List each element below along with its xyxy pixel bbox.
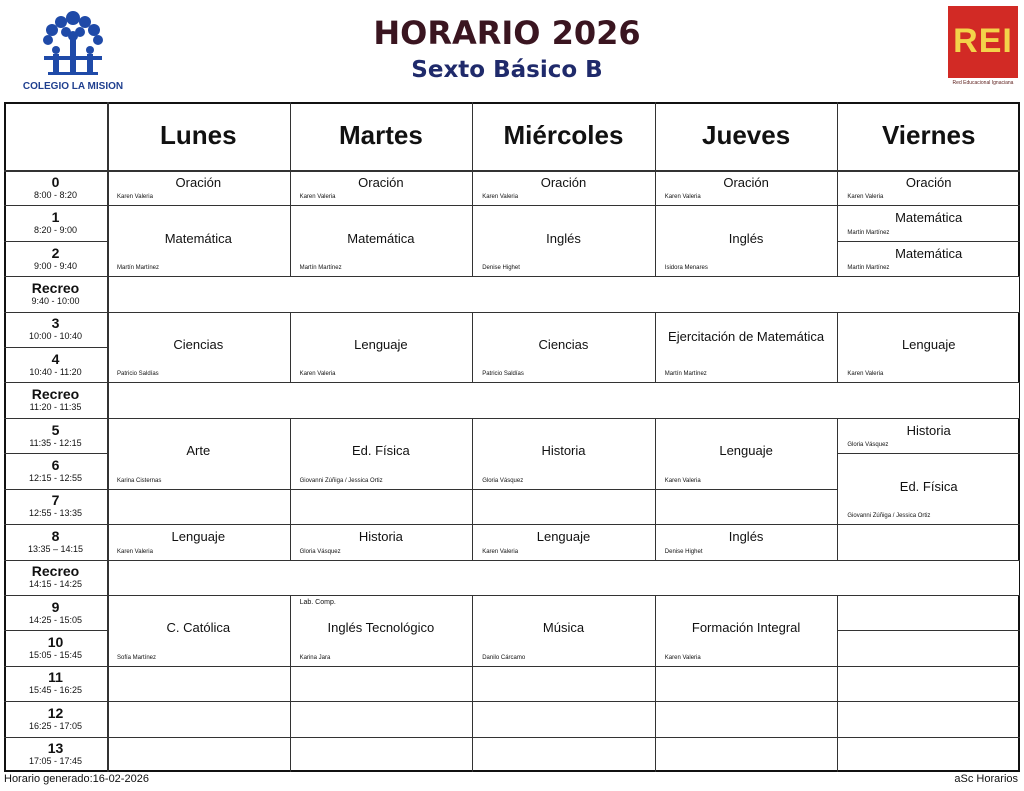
lesson-subject: Historia	[541, 443, 586, 459]
lesson-teacher: Gloria Vásquez	[482, 477, 524, 484]
period-time: 15:05 - 15:45	[28, 650, 83, 661]
lesson-teacher: Martín Martínez	[664, 371, 707, 378]
period-row-divider	[4, 347, 107, 348]
cell-row-divider	[655, 524, 838, 525]
lesson-subject: Inglés Tecnológico	[327, 620, 435, 636]
cell-row-divider	[107, 418, 290, 419]
lesson-teacher: Martín Martínez	[117, 265, 160, 272]
lesson-teacher: Karen Valeria	[117, 548, 153, 555]
cell-row-divider	[837, 595, 1020, 596]
lesson-teacher: Danilo Cárcamo	[482, 654, 526, 661]
cell-row-divider	[655, 737, 838, 738]
lesson-subject: Oración	[175, 175, 222, 190]
lesson-subject: Ciencias	[538, 337, 589, 353]
cell-row-divider	[837, 701, 1020, 702]
cell-row-divider	[472, 205, 655, 206]
lesson-subject: Matemática	[895, 210, 963, 226]
period-row-divider	[4, 701, 107, 702]
cell-row-divider	[472, 666, 655, 667]
cell-row-divider	[290, 666, 473, 667]
period-label	[4, 670, 107, 695]
cell-row-divider	[655, 595, 838, 596]
lesson-teacher: Karen Valeria	[299, 194, 336, 201]
day-header-jueves: Jueves	[702, 120, 791, 150]
lesson-teacher: Karina Jara	[299, 654, 331, 661]
period-time: 11:35 - 12:15	[29, 437, 82, 448]
lesson-teacher: Karen Valeria	[847, 194, 884, 201]
period-label	[4, 493, 107, 518]
cell-row-divider	[472, 312, 655, 313]
period-time: 11:20 - 11:35	[29, 402, 82, 413]
period-time: 9:40 - 10:00	[31, 295, 80, 306]
lesson-teacher: Isidora Menares	[664, 265, 708, 272]
period-time: 12:15 - 12:55	[28, 473, 83, 483]
cell-row-divider	[655, 666, 838, 667]
footer-brand: aSc Horarios	[954, 773, 1018, 785]
period-number: 12	[47, 704, 64, 721]
period-label	[4, 529, 107, 554]
period-row-divider	[4, 560, 107, 561]
lesson-teacher: Karen Valeria	[482, 548, 519, 555]
cell-row-divider	[837, 524, 1020, 525]
lesson-teacher: Gloria Vásquez	[847, 442, 889, 449]
cell-row-divider	[290, 489, 473, 490]
period-row-divider	[4, 666, 107, 667]
day-header-viernes: Viernes	[881, 120, 976, 150]
period-label	[4, 246, 107, 271]
lesson-subject: Inglés	[728, 230, 764, 246]
period-row-divider	[4, 737, 107, 738]
period-label	[4, 352, 107, 377]
period-label	[4, 600, 107, 625]
lesson-teacher: Martín Martínez	[847, 265, 890, 272]
cell-row-divider	[107, 595, 290, 596]
day-column-divider	[837, 102, 838, 772]
rei-logo-text: REI	[953, 22, 1013, 60]
cell-row-divider	[655, 701, 838, 702]
page-title: HORARIO 2026	[373, 14, 641, 52]
period-row-divider	[4, 276, 107, 277]
period-time: 8:00 - 8:20	[33, 189, 78, 200]
period-number: Recreo	[31, 563, 80, 580]
lesson-subject: Historia	[906, 422, 951, 438]
lesson-teacher: Martín Martínez	[847, 229, 890, 236]
period-label	[4, 210, 107, 235]
lesson-subject: Matemática	[164, 230, 232, 246]
cell-row-divider	[290, 595, 473, 596]
break-row	[109, 277, 1019, 311]
lesson-teacher: Karen Valeria	[847, 371, 884, 378]
cell-row-divider	[290, 701, 473, 702]
lesson-teacher: Karen Valeria	[299, 371, 336, 378]
day-header-lunes: Lunes	[160, 120, 237, 150]
break-row	[109, 561, 1019, 595]
cell-row-divider	[655, 489, 838, 490]
lesson-teacher: Karen Valeria	[664, 477, 701, 484]
cell-row-divider	[107, 701, 290, 702]
lesson-teacher: Karen Valeria	[482, 194, 519, 201]
period-number: 6	[51, 457, 60, 473]
lesson-subject: Ed. Física	[351, 443, 410, 459]
lesson-subject: Ejercitación de Matemática	[668, 329, 825, 345]
cell-row-divider	[107, 524, 290, 525]
period-number: 3	[51, 315, 60, 332]
cell-row-divider	[655, 205, 838, 206]
day-header-martes: Martes	[338, 120, 423, 150]
lesson-subject: Lenguaje	[901, 337, 956, 353]
period-row-divider	[4, 312, 107, 313]
period-number: 1	[51, 209, 60, 226]
period-label	[4, 458, 107, 483]
period-number: 13	[47, 740, 64, 757]
lesson-teacher: Giovanni Zúñiga / Jessica Ortiz	[299, 477, 383, 484]
period-row-divider	[4, 205, 107, 206]
lesson-subject: Música	[542, 620, 585, 636]
lesson-teacher: Karen Valeria	[664, 194, 701, 201]
cell-row-divider	[837, 630, 1020, 631]
lesson-subject: Lenguaje	[171, 529, 226, 545]
cell-row-divider	[107, 312, 290, 313]
lesson-teacher: Denise Highet	[664, 548, 703, 555]
period-time: 12:55 - 13:35	[28, 508, 83, 519]
lesson-teacher: Karen Valeria	[664, 654, 701, 661]
lesson-teacher: Karina Cisternas	[117, 477, 162, 484]
period-label	[4, 387, 107, 412]
lesson-teacher: Martín Martínez	[299, 265, 342, 272]
label-column-divider	[107, 102, 109, 772]
cell-row-divider	[655, 312, 838, 313]
lesson-room: Lab. Comp.	[299, 598, 336, 606]
period-time: 10:00 - 10:40	[28, 331, 83, 342]
cell-row-divider	[472, 595, 655, 596]
period-label	[4, 316, 107, 341]
cell-row-divider	[837, 453, 1020, 454]
lesson-subject: Lenguaje	[354, 337, 408, 353]
cell-row-divider	[472, 489, 655, 490]
cell-row-divider	[107, 205, 290, 206]
day-header-miércoles: Miércoles	[503, 120, 624, 150]
period-number: 4	[51, 350, 60, 367]
cell-row-divider	[107, 737, 290, 738]
period-label	[4, 564, 107, 589]
period-number: 8	[51, 527, 60, 544]
lesson-teacher: Sofía Martínez	[117, 654, 157, 661]
cell-row-divider	[472, 524, 655, 525]
lesson-subject: Lenguaje	[719, 443, 773, 459]
rei-logo-subtext: Red Educacional Ignaciana	[952, 80, 1014, 86]
period-number: 11	[48, 669, 63, 686]
period-row-divider	[4, 418, 107, 419]
period-time: 8:20 - 9:00	[33, 225, 78, 236]
header-divider	[4, 170, 1020, 172]
cell-row-divider	[837, 666, 1020, 667]
period-time: 9:00 - 9:40	[33, 260, 78, 271]
cell-row-divider	[290, 418, 473, 419]
lesson-teacher: Gloria Vásquez	[299, 548, 341, 555]
cell-row-divider	[290, 524, 473, 525]
period-label	[4, 741, 107, 766]
day-column-divider	[472, 102, 473, 772]
period-time: 17:05 - 17:45	[28, 756, 83, 767]
lesson-subject: Oración	[540, 175, 587, 190]
period-row-divider	[4, 630, 107, 631]
period-row-divider	[4, 453, 107, 454]
lesson-teacher: Denise Highet	[482, 265, 520, 272]
period-number: Recreo	[31, 386, 80, 403]
period-time: 15:45 - 16:25	[28, 685, 83, 696]
footer-generated: Horario generado:16-02-2026	[4, 773, 149, 785]
period-time: 13:35 – 14:15	[27, 543, 84, 554]
period-number: 10	[47, 634, 64, 651]
day-column-divider	[655, 102, 656, 772]
lesson-teacher: Patricio Saldías	[117, 371, 159, 378]
page-subtitle: Sexto Básico B	[411, 57, 603, 83]
period-row-divider	[4, 382, 107, 383]
cell-row-divider	[290, 737, 473, 738]
lesson-subject: Inglés	[546, 230, 581, 246]
lesson-subject: Oración	[905, 175, 952, 190]
period-row-divider	[4, 241, 107, 242]
lesson-teacher: Patricio Saldías	[482, 371, 524, 378]
period-number: Recreo	[31, 279, 80, 296]
period-time: 14:25 - 15:05	[28, 614, 83, 625]
rei-logo	[948, 6, 1018, 88]
cell-row-divider	[472, 737, 655, 738]
school-name: COLEGIO LA MISION	[22, 81, 124, 92]
period-number: 9	[51, 598, 60, 615]
period-number: 0	[51, 173, 60, 190]
cell-row-divider	[837, 737, 1020, 738]
period-label	[4, 423, 107, 448]
break-row	[109, 383, 1019, 417]
cell-row-divider	[107, 489, 290, 490]
period-number: 5	[51, 421, 60, 438]
period-label	[4, 706, 107, 731]
period-row-divider	[4, 524, 107, 525]
period-label	[4, 281, 107, 306]
day-column-divider	[290, 102, 291, 772]
cell-row-divider	[290, 312, 473, 313]
lesson-subject: Arte	[186, 443, 211, 459]
period-time: 16:25 - 17:05	[28, 720, 83, 731]
period-time: 10:40 - 11:20	[29, 366, 82, 377]
cell-row-divider	[472, 418, 655, 419]
period-number: 2	[51, 244, 60, 261]
lesson-subject: Formación Integral	[691, 620, 801, 636]
lesson-subject: Historia	[358, 529, 403, 545]
cell-row-divider	[837, 241, 1020, 242]
cell-row-divider	[472, 701, 655, 702]
lesson-subject: C. Católica	[166, 620, 231, 636]
lesson-subject: Lenguaje	[536, 529, 591, 545]
period-time: 14:15 - 14:25	[28, 579, 83, 590]
lesson-teacher: Karen Valeria	[117, 194, 153, 201]
period-row-divider	[4, 489, 107, 490]
lesson-subject: Matemática	[895, 245, 963, 261]
lesson-subject: Ed. Física	[899, 478, 958, 494]
lesson-subject: Oración	[723, 175, 769, 190]
lesson-subject: Ciencias	[173, 337, 224, 353]
lesson-subject: Matemática	[347, 230, 415, 246]
cell-row-divider	[107, 666, 290, 667]
period-row-divider	[4, 595, 107, 596]
lesson-subject: Inglés	[728, 529, 764, 545]
period-number: 7	[51, 492, 60, 509]
lesson-subject: Oración	[358, 175, 404, 190]
cell-row-divider	[837, 418, 1020, 419]
cell-row-divider	[837, 205, 1020, 206]
cell-row-divider	[655, 418, 838, 419]
lesson-teacher: Giovanni Zúñiga / Jessica Ortiz	[847, 513, 931, 520]
cell-row-divider	[290, 205, 473, 206]
period-label	[4, 635, 107, 660]
period-label	[4, 175, 107, 200]
cell-row-divider	[837, 312, 1020, 313]
